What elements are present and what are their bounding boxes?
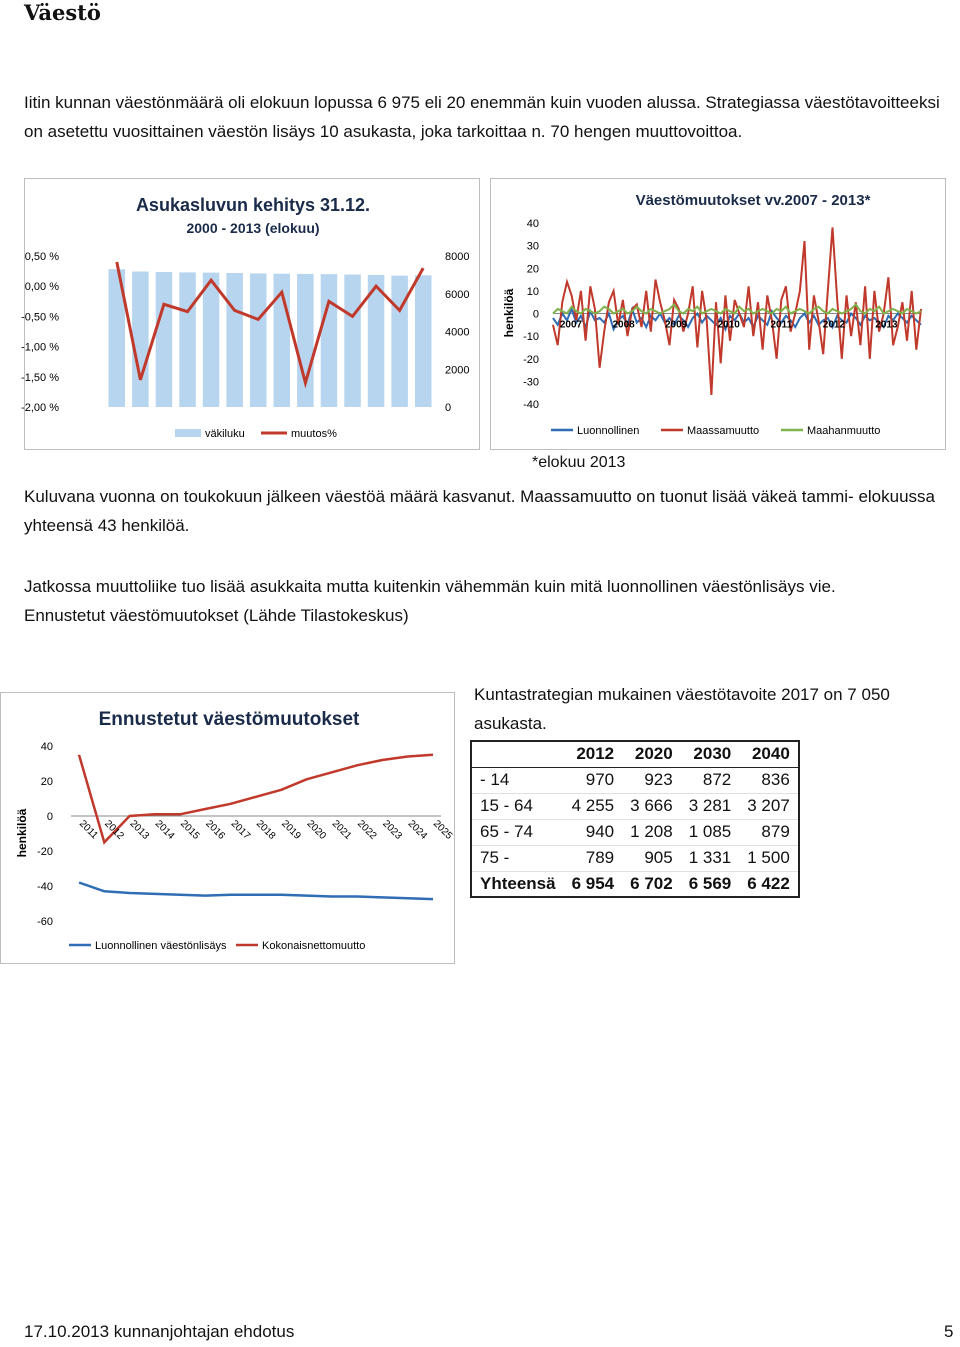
paragraph-migration: Kuluvana vuonna on toukokuun jälkeen väestöä määrä kasvanut. Maassamuutto on tuonut lisää väkeä tammi- elokuussa yhteensä 43 henkilöä. [24, 487, 935, 535]
y-left-tick: -1,50 % [21, 371, 59, 384]
bar-2005 [226, 273, 243, 407]
chart-subtitle: 2000 - 2013 (elokuu) [186, 220, 320, 236]
category-label: 2011 [76, 818, 100, 842]
y-tick: 0 [532, 308, 539, 321]
bar-2001 [132, 272, 149, 408]
y-left-tick: -1,00 % [21, 341, 59, 354]
table-cell: 1 208 [622, 819, 681, 845]
category-label: 2015 [177, 818, 202, 842]
y-tick: -40 [523, 399, 539, 411]
y-right-tick: 4000 [445, 326, 470, 339]
y-axis-label: henkilöä [15, 808, 29, 858]
year-label: 2007 [559, 319, 583, 331]
category-label: 2022 [354, 818, 379, 842]
forecast-chart-svg [1, 693, 456, 965]
y-tick: 10 [526, 285, 539, 298]
year-label: 2013 [875, 319, 898, 331]
table-cell: 15 - 64 [471, 793, 564, 819]
series-line [79, 883, 433, 900]
bar-2010 [344, 275, 361, 408]
y-tick: 40 [40, 741, 53, 753]
table-cell: Yhteensä [471, 871, 564, 897]
paragraph-forecast-text: Jatkossa muuttoliike tuo lisää asukkaita mutta kuitenkin vähemmän kuin mitä luonnollinen väestönlisäys vie. [24, 577, 836, 596]
category-label: 2012 [102, 818, 126, 842]
bar-2012 [391, 276, 408, 407]
year-label: 2008 [612, 319, 635, 331]
table-header-row [471, 741, 799, 767]
table-cell [471, 741, 564, 767]
chart-title: Asukasluvun kehitys 31.12. [135, 195, 371, 215]
legend-label: Maassamuutto [687, 425, 760, 437]
bar-2004 [203, 273, 220, 407]
category-label: 2017 [228, 818, 253, 842]
table-cell: 6 422 [739, 871, 799, 897]
legend-label: Maahanmuutto [807, 425, 881, 437]
year-label: 2009 [664, 319, 688, 331]
y-right-tick: 0 [445, 402, 452, 414]
table-cell: 905 [622, 845, 681, 871]
bar-2003 [179, 272, 196, 407]
category-label: 2025 [430, 818, 455, 842]
category-label: 2019 [279, 818, 303, 842]
y-tick: -60 [37, 916, 53, 928]
category-label: 2024 [405, 818, 430, 842]
category-label: 2020 [304, 818, 328, 842]
table-cell: 3 666 [622, 793, 681, 819]
chart-title: Väestömuutokset vv.2007 - 2013* [635, 192, 871, 209]
table-row [471, 767, 799, 793]
population-forecast-table [470, 740, 800, 898]
strategy-target-text: Kuntastrategian mukainen väestötavoite 2017 on 7 050 asukasta. [474, 685, 890, 733]
y-right-tick: 2000 [445, 364, 470, 377]
note: *elokuu 2013 [532, 454, 626, 471]
y-tick: 20 [40, 776, 53, 788]
table-cell: 940 [564, 819, 623, 845]
bar-2013 [415, 275, 432, 407]
y-tick: -30 [523, 376, 539, 389]
y-left-tick: 0,50 % [24, 251, 59, 263]
table-cell: 65 - 74 [471, 819, 564, 845]
category-label: 2021 [329, 818, 354, 842]
population-chart-svg [21, 179, 481, 451]
y-right-tick: 8000 [445, 251, 470, 263]
bar-2006 [250, 273, 267, 407]
y-tick: 30 [526, 240, 539, 253]
intro-paragraph: Iitin kunnan väestönmäärä oli elokuun lopussa 6 975 eli 20 enemmän kuin vuoden alussa. Strategiassa väestötavoitteeksi on asetettu vuosittainen väestön lisäys 10 asukasta, joka tarkoittaa n. 70 hengen muuttovoittoa. [24, 93, 940, 141]
category-label: 2013 [127, 818, 151, 842]
legend-label: Kokonaisnettomuutto [262, 940, 366, 952]
y-left-tick: 0,00 % [24, 281, 59, 294]
table-cell: - 14 [471, 767, 564, 793]
table-cell: 2020 [622, 741, 681, 767]
forecast-source: Ennustetut väestömuutokset (Lähde Tilastokeskus) [24, 606, 409, 625]
category-label: 2016 [203, 818, 227, 842]
legend-swatch-bar [175, 429, 201, 437]
legend-label: väkiluku [205, 428, 245, 440]
y-tick: -20 [523, 353, 539, 366]
y-tick: -10 [523, 331, 539, 344]
table-cell: 836 [739, 767, 799, 793]
table-cell: 3 281 [681, 793, 740, 819]
y-tick: -20 [37, 846, 53, 858]
paragraph-forecast [24, 572, 944, 630]
page-heading: Väestö [24, 0, 101, 25]
year-label: 2011 [770, 319, 793, 331]
y-tick: 40 [526, 218, 539, 230]
population-chart [21, 178, 480, 450]
table-row [471, 819, 799, 845]
table-row [471, 793, 799, 819]
y-right-tick: 6000 [445, 288, 470, 301]
table-cell: 970 [564, 767, 623, 793]
table-cell: 879 [739, 819, 799, 845]
legend-label: muutos% [291, 428, 337, 440]
y-tick: -40 [37, 881, 53, 893]
table-cell: 6 702 [622, 871, 681, 897]
y-left-tick: -2,00 % [21, 402, 59, 414]
y-tick: 0 [46, 811, 53, 823]
table-cell: 923 [622, 767, 681, 793]
population-changes-chart-svg [491, 179, 947, 451]
page-number: 5 [944, 1322, 954, 1341]
chart-title: Ennustetut väestömuutokset [98, 709, 360, 730]
legend-label: Luonnollinen [577, 425, 640, 437]
table-cell: 872 [681, 767, 740, 793]
table-cell: 6 954 [564, 871, 623, 897]
year-label: 2012 [822, 319, 846, 331]
table-cell: 1 331 [681, 845, 740, 871]
table-cell: 1 085 [681, 819, 740, 845]
footer-date: 17.10.2013 kunnanjohtajan ehdotus [24, 1322, 295, 1341]
category-label: 2023 [380, 818, 404, 842]
table-row [471, 845, 799, 871]
forecast-chart [0, 692, 455, 964]
table-cell: 2030 [681, 741, 740, 767]
table-cell: 6 569 [681, 871, 740, 897]
year-label: 2010 [717, 319, 740, 331]
legend-label: Luonnollinen väestönlisäys [95, 940, 227, 952]
table-cell: 2040 [739, 741, 799, 767]
population-changes-chart [490, 178, 946, 450]
y-axis-label: henkilöä [502, 288, 516, 338]
bar-2009 [321, 274, 338, 407]
table-cell: 75 - [471, 845, 564, 871]
table-cell: 2012 [564, 741, 623, 767]
category-label: 2014 [152, 818, 177, 842]
category-label: 2018 [253, 818, 278, 842]
y-tick: 20 [526, 263, 539, 276]
table-total-row [471, 871, 799, 897]
y-left-tick: -0,50 % [21, 311, 59, 324]
bar-2002 [156, 272, 173, 407]
table-cell: 4 255 [564, 793, 623, 819]
table-cell: 3 207 [739, 793, 799, 819]
table-cell: 1 500 [739, 845, 799, 871]
table-cell: 789 [564, 845, 623, 871]
